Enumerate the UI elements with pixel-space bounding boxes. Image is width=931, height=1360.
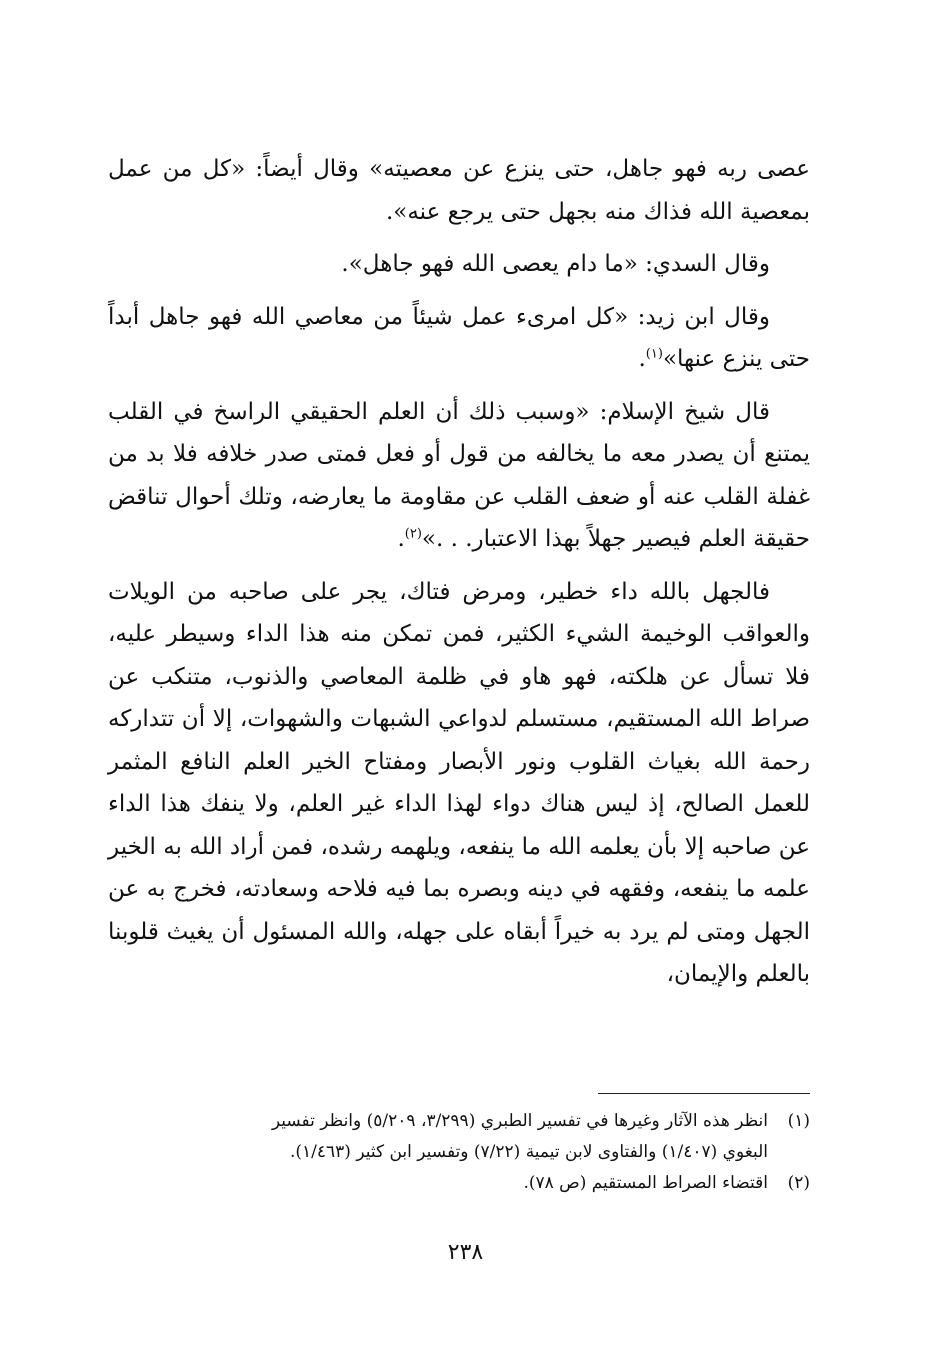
paragraph-text: وقال السدي: «ما دام يعصى الله فهو جاهل». <box>341 251 770 277</box>
paragraph-1 <box>108 148 810 233</box>
footnotes <box>108 1106 810 1199</box>
footnote-text: البغوي (١/٤٠٧) والفتاوى لابن تيمية (٧/٢٢) وتفسير ابن كثير (١/٤٦٣). <box>289 1142 768 1162</box>
paragraph-end-mark: . <box>397 526 405 552</box>
footnote-text: اقتضاء الصراط المستقيم (ص ٧٨). <box>523 1173 768 1193</box>
paragraph-5 <box>108 571 810 996</box>
paragraph-text: عصى ربه فهو جاهل، حتى ينزع عن معصيته» وقال أيضاً: «كل من عمل بمعصية الله فذاك منه بجهل حتى يرجع عنه». <box>108 156 810 225</box>
paragraph-text: وقال ابن زيد: «كل امرىء عمل شيئاً من معاصي الله فهو جاهل أبداً حتى ينزع عنها» <box>108 303 810 372</box>
footnote-separator <box>598 1093 810 1094</box>
footnote-text: انظر هذه الآثار وغيرها في تفسير الطبري (٣/٢٩٩، ٥/٢٠٩) وانظر تفسير <box>271 1111 768 1131</box>
footnote-number: (٢) <box>787 1173 810 1193</box>
footnote-number: (١) <box>787 1111 810 1131</box>
paragraph-3 <box>108 296 810 381</box>
paragraph-text: فالجهل بالله داء خطير، ومرض فتاك، يجر على صاحبه من الويلات والعواقب الوخيمة الشيء الكثير، فمن تمكن منه هذا الداء وسيطر عليه، فلا تسأل عن هلكته، فهو هاو في ظلمة المعاصي والذنوب، متنكب عن صراط الله المستقيم، مستسلم لدواعي الشبهات والشهوات، إلا أن تتداركه رحمة الله بغياث القلوب ونور الأبصار ومفتاح الخير العلم النافع المثمر للعمل الصالح، إذ ليس هناك دواء لهذا الداء غير العلم، ولا ينفك هذا الداء عن صاحبه إلا بأن يعلمه الله ما ينفعه، ويلهمه رشده، فمن أراد الله به الخير علمه ما ينفعه، وفقهه في دينه وبصره بما فيه فلاحه وسعادته، فخرج به عن الجهل ومتى لم يرد به خيراً أبقاه على جهله، والله المسئول أن يغيث قلوبنا بالعلم والإيمان، <box>108 578 810 987</box>
paragraph-end-mark: . <box>638 346 646 372</box>
footnote-reference: (١) <box>645 346 663 362</box>
footnote-1-continuation <box>108 1137 810 1168</box>
paragraph-2 <box>108 243 810 286</box>
footnote-reference: (٢) <box>404 526 422 542</box>
footnote-1 <box>108 1106 810 1137</box>
paragraph-text: قال شيخ الإسلام: «وسبب ذلك أن العلم الحقيقي الراسخ في القلب يمتنع أن يصدر معه ما يخالفه من قول أو فعل فمتى صدر خلافه فلا بد من غفلة القلب عنه أو ضعف القلب عن مقاومة ما يعارضه، وتلك أحوال تناقض حقيقة العلم فيصير جهلاً بهذا الاعتبار. . .» <box>108 398 810 552</box>
paragraph-4 <box>108 391 810 561</box>
main-text <box>108 148 810 996</box>
page-number: ٢٣٨ <box>447 1240 484 1265</box>
footnote-2 <box>108 1168 810 1199</box>
